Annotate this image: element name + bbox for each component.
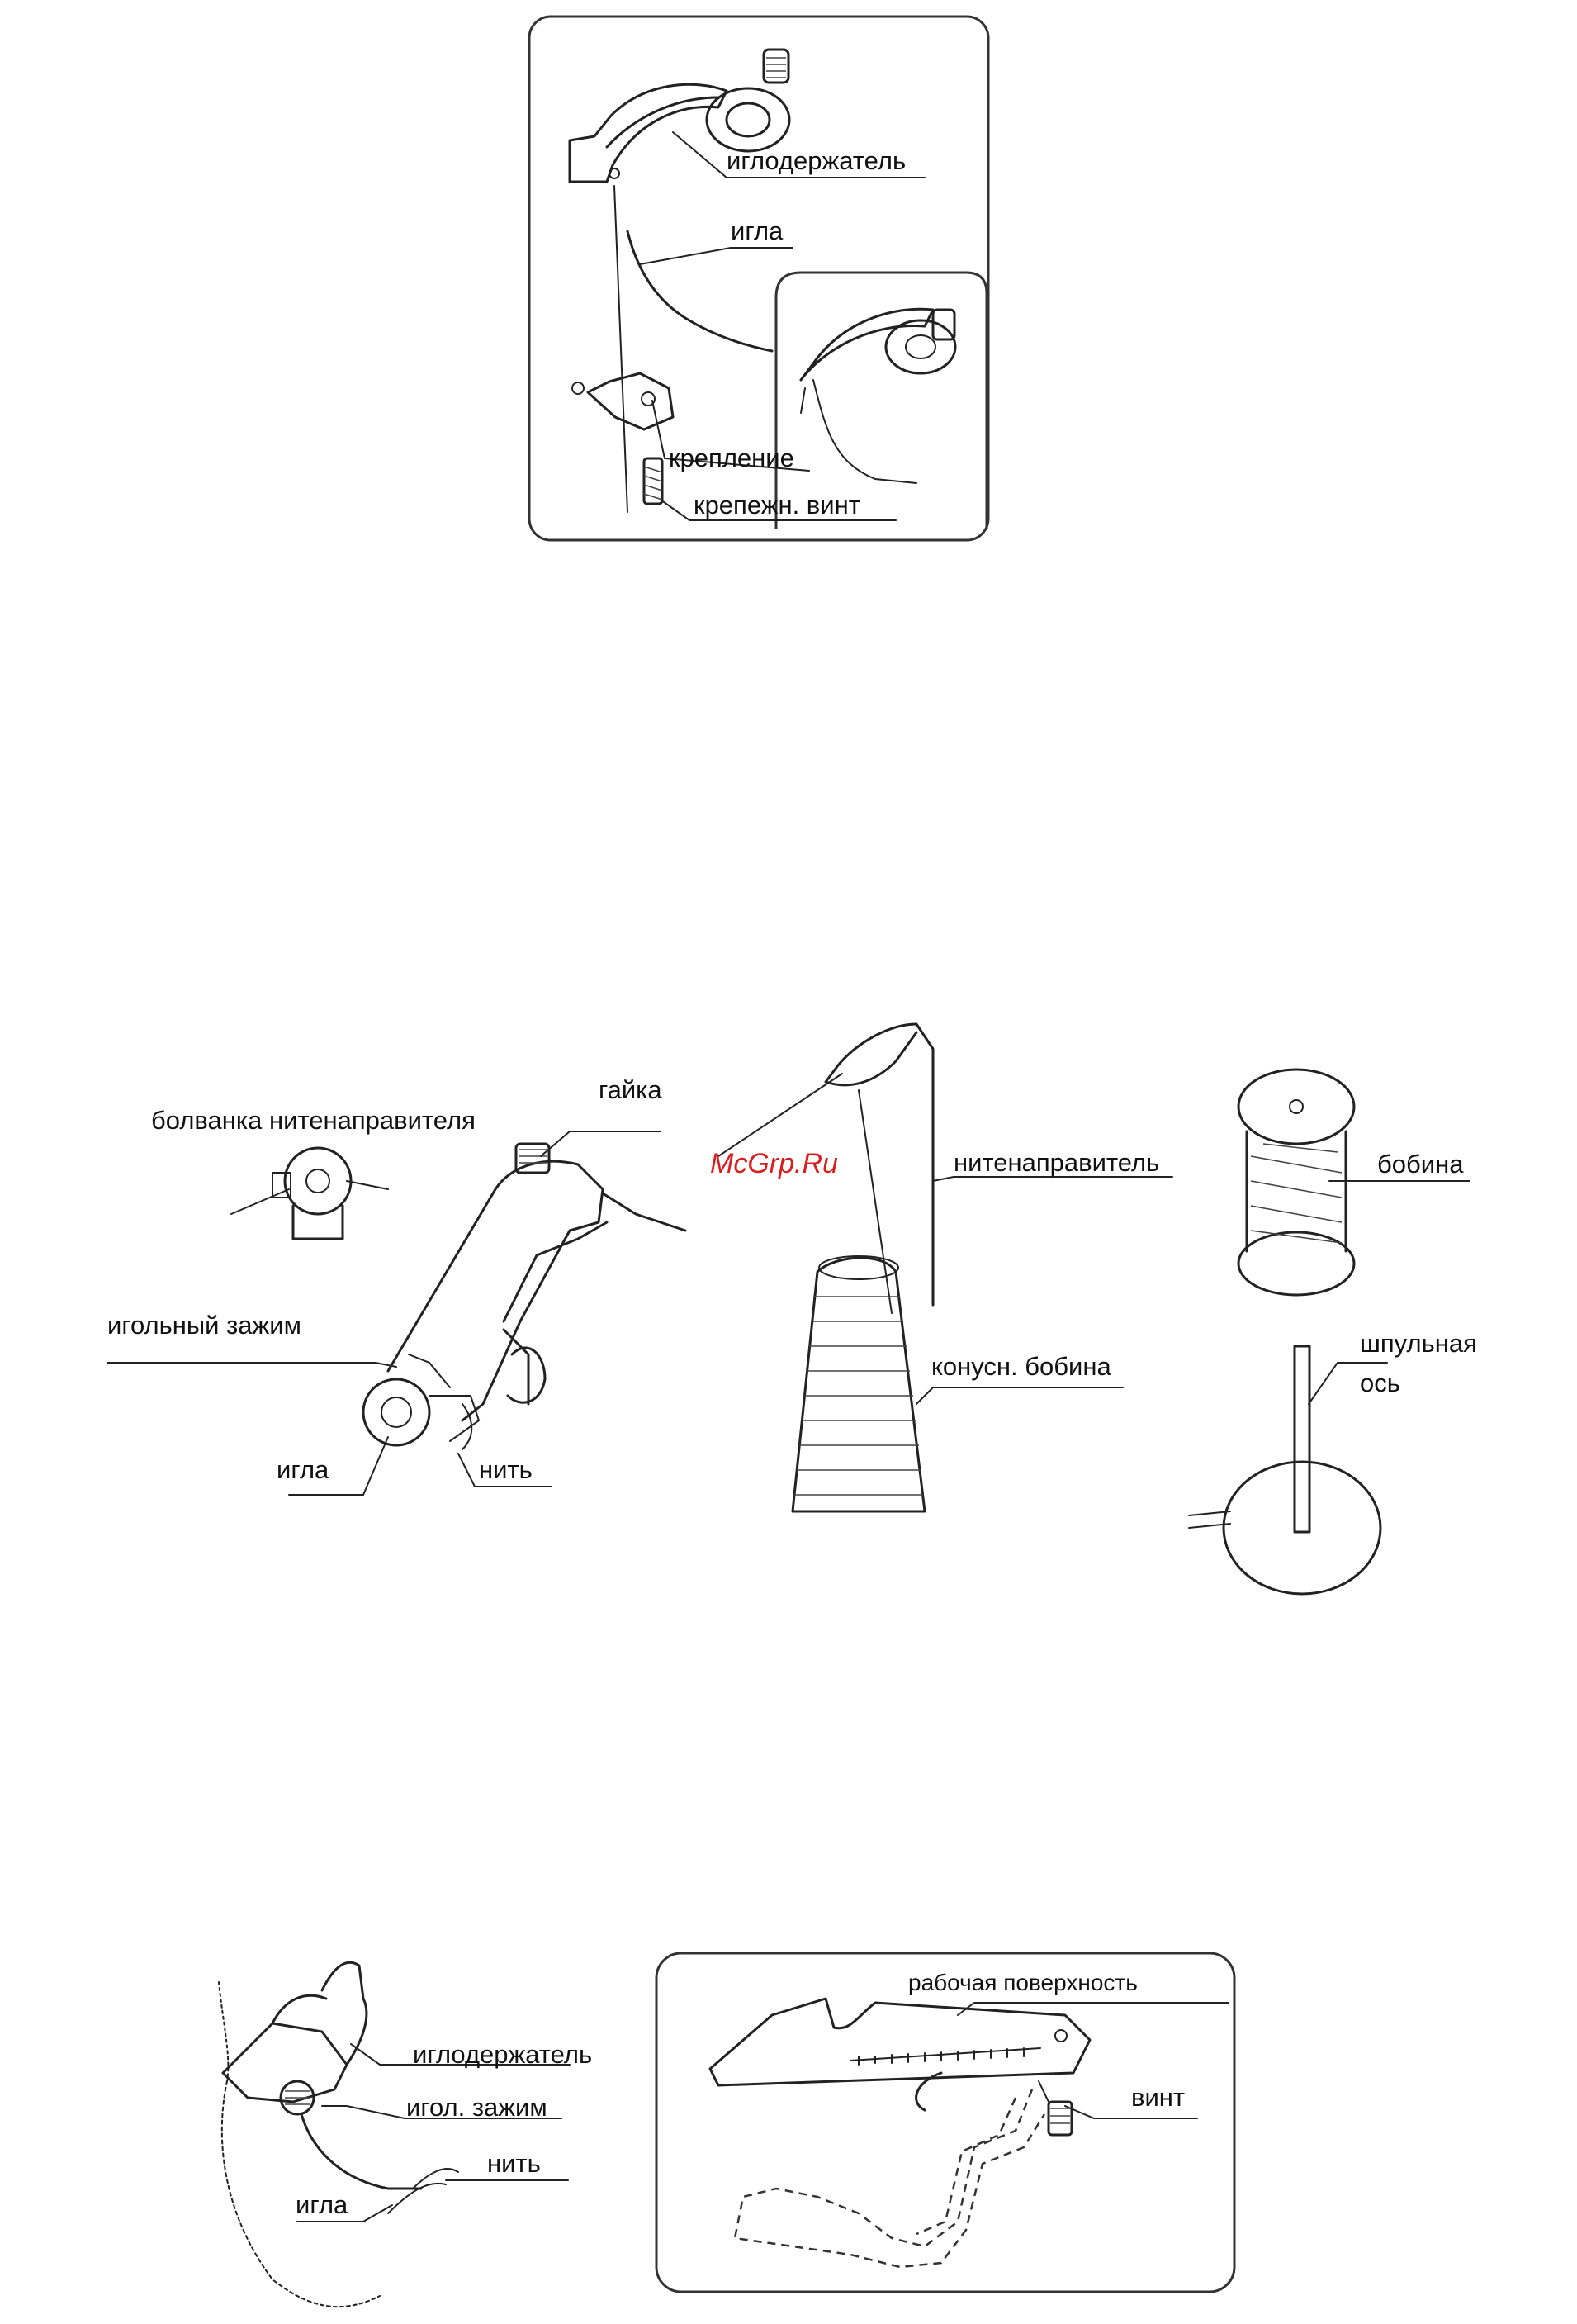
leader-cone-bobbin bbox=[916, 1387, 1123, 1404]
label-spool-axis-1: шпульная bbox=[1360, 1329, 1477, 1358]
label-thread-3: нить bbox=[487, 2149, 541, 2178]
leader-work-surface bbox=[958, 2003, 1229, 2015]
figure-needle-thread bbox=[219, 1962, 592, 2307]
sewing-head-drawing bbox=[363, 1144, 685, 1449]
label-thread: нить bbox=[479, 1455, 533, 1484]
needle-3-drawing bbox=[219, 1982, 458, 2307]
label-needle-holder-3: иглодержатель bbox=[413, 2040, 593, 2069]
figure4-frame bbox=[656, 1953, 1234, 2292]
leader-nut bbox=[541, 1131, 661, 1156]
screw-drawing bbox=[1039, 2081, 1072, 2135]
label-thread-guide: нитенаправитель bbox=[954, 1148, 1160, 1177]
needle-holder-2-drawing bbox=[223, 1962, 367, 2114]
label-needle-2: игла bbox=[277, 1455, 329, 1484]
presser-foot-outline bbox=[735, 2089, 1044, 2267]
thread-guide-blank-drawing bbox=[231, 1148, 388, 1239]
figure-needle-mount bbox=[529, 17, 988, 540]
leader-needle bbox=[640, 248, 793, 264]
cone-bobbin-drawing bbox=[793, 1256, 925, 1511]
label-work-surface: рабочая поверхность bbox=[908, 1970, 1138, 1995]
label-needle: игла bbox=[731, 216, 784, 245]
spool-axis-drawing bbox=[1189, 1346, 1380, 1594]
label-thread-guide-blank: болванка нитенаправителя bbox=[151, 1106, 476, 1135]
bobbin-drawing bbox=[1238, 1070, 1354, 1295]
work-surface-drawing bbox=[710, 1999, 1090, 2110]
leader-thread-guide bbox=[933, 1177, 1172, 1181]
label-needle-holder: иглодержатель bbox=[727, 146, 907, 175]
figure-work-surface bbox=[656, 1953, 1234, 2292]
figure-threading bbox=[107, 1024, 1477, 1594]
label-needle-clamp: игольный зажим bbox=[107, 1311, 301, 1340]
label-mount-screw: крепежн. винт bbox=[694, 491, 860, 519]
label-mount: крепление bbox=[669, 443, 794, 472]
label-screw: винт bbox=[1131, 2083, 1186, 2112]
label-bobbin: бобина bbox=[1377, 1150, 1464, 1179]
leader-needle-clamp bbox=[107, 1363, 396, 1367]
label-spool-axis-2: ось bbox=[1360, 1368, 1400, 1397]
label-needle-clamp-3: игол. зажим bbox=[406, 2093, 547, 2122]
label-cone-bobbin: конусн. бобина bbox=[931, 1352, 1111, 1381]
mount-screw-drawing bbox=[644, 458, 662, 504]
watermark: McGrp.Ru bbox=[710, 1148, 838, 1179]
label-needle-3: игла bbox=[296, 2190, 348, 2219]
label-nut: гайка bbox=[599, 1075, 662, 1104]
